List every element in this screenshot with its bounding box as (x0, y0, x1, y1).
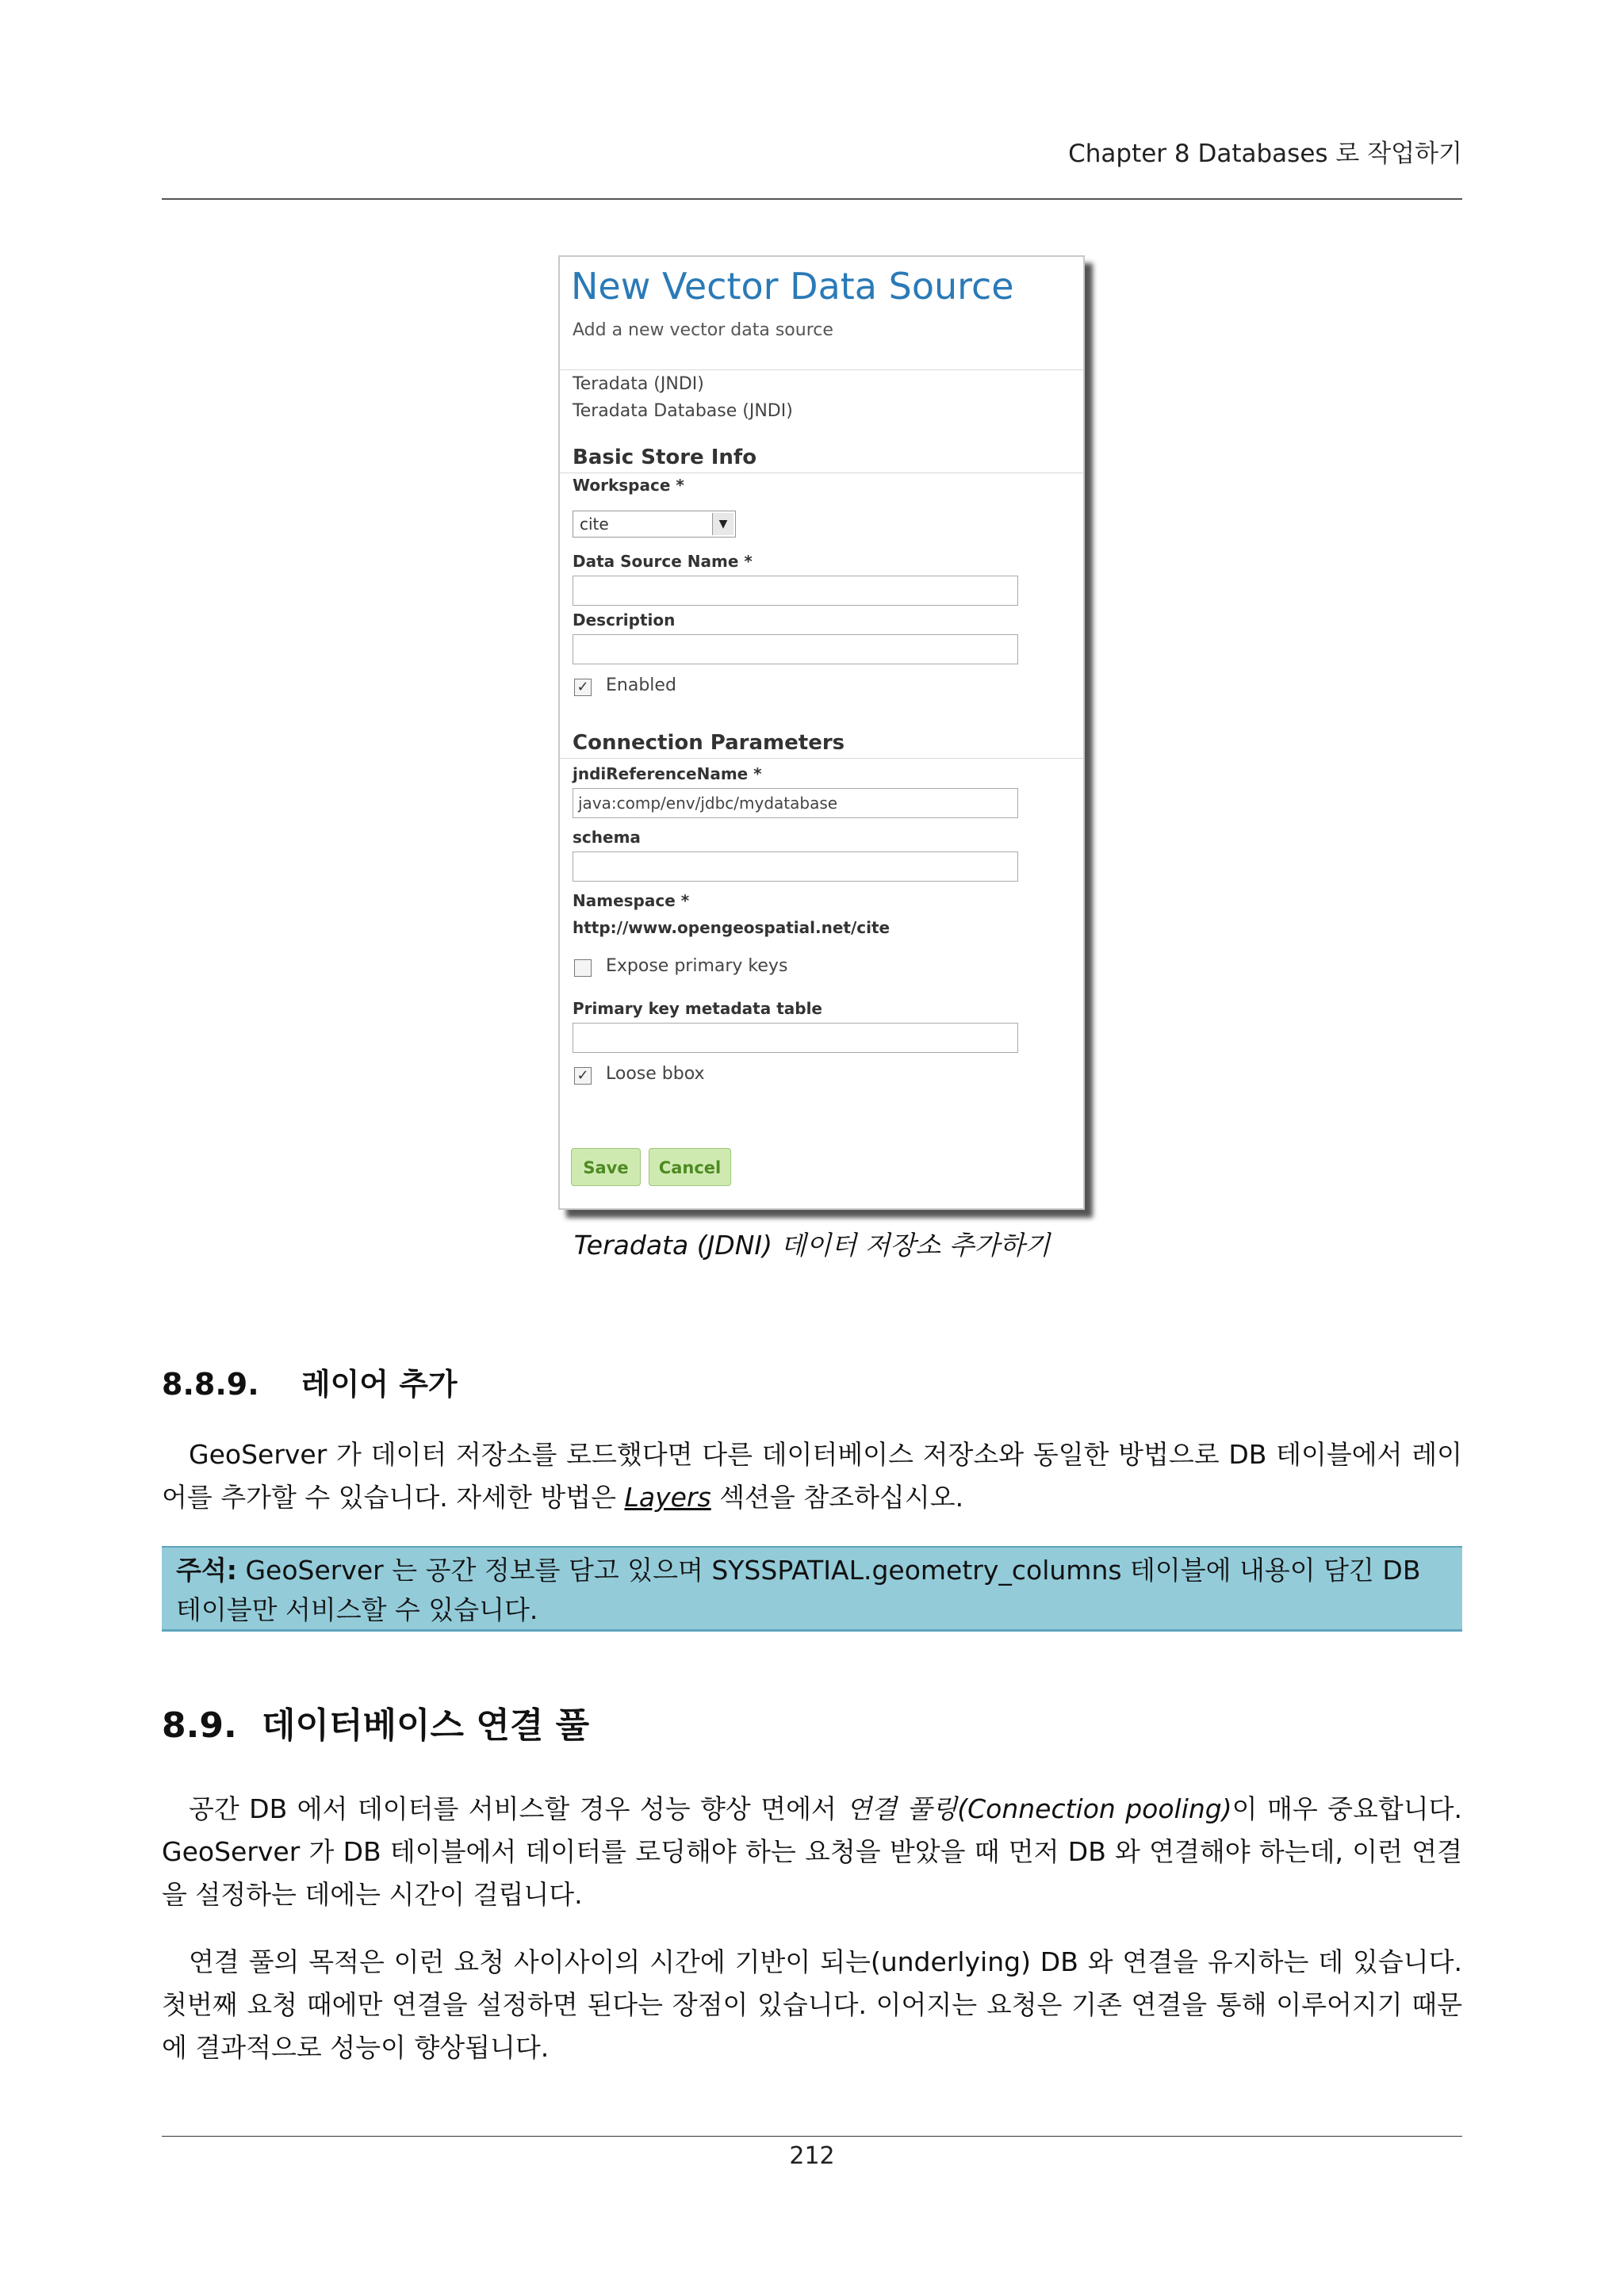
caption-korean: 데이터 저장소 추가하기 (780, 1230, 1051, 1261)
paragraph-text: 섹션을 참조하십시오. (710, 1482, 964, 1513)
section-title: 데이터베이스 연결 풀 (262, 1705, 590, 1746)
namespace-value: http://www.opengeospatial.net/cite (573, 918, 891, 937)
enabled-label: Enabled (606, 675, 676, 695)
section-89-heading (162, 1697, 589, 1747)
expose-primary-keys-checkbox[interactable] (574, 959, 592, 977)
divider (560, 369, 1083, 370)
jndi-reference-name-input[interactable]: java:comp/env/jdbc/mydatabase (573, 788, 1018, 818)
vector-data-source-figure (558, 255, 1085, 1210)
section-89-paragraph-2: 연결 풀의 목적은 이런 요청 사이사이의 시간에 기반이 되는(underlying) DB 와 연결을 유지하는 데 있습니다. 첫번째 요청 때에만 연결을 설정하면 된다는 장점이 있습니다. 이어지는 요청은 기존 연결을 통해 이루어지기 때문에 결과적으로 성능이 향상됩니다. (162, 1946, 1462, 2063)
note-text: GeoServer 는 공간 정보를 담고 있으며 SYSSPATIAL.geometry_columns 테이블에 내용이 담긴 DB 테이블만 서비스할 수 있습니다. (176, 1555, 1421, 1625)
section-889-paragraph (162, 1433, 1462, 1519)
primary-key-table-label: Primary key metadata table (573, 999, 822, 1018)
enabled-checkbox[interactable]: ✓ (574, 679, 592, 696)
data-source-name-label: Data Source Name * (573, 552, 753, 571)
dropdown-arrow-icon: ▼ (712, 513, 733, 535)
section-889-heading (162, 1360, 458, 1403)
workspace-label: Workspace * (573, 476, 684, 495)
data-source-name-input[interactable] (573, 576, 1018, 606)
cancel-button[interactable]: Cancel (649, 1148, 731, 1186)
workspace-select[interactable] (573, 511, 736, 538)
primary-key-table-input[interactable] (573, 1023, 1018, 1053)
section-number: 8.8.9. (162, 1367, 259, 1402)
note-box (162, 1546, 1462, 1632)
schema-input[interactable] (573, 851, 1018, 882)
section-number: 8.9. (162, 1705, 237, 1746)
connection-pooling-term: 연결 풀링(Connection pooling) (846, 1793, 1232, 1824)
section-89-paragraph-1 (162, 1788, 1462, 1916)
source-description: Teradata Database (JNDI) (573, 401, 793, 421)
divider (560, 758, 1083, 759)
page-number: 212 (789, 2142, 835, 2170)
header-rule (162, 198, 1462, 200)
save-button[interactable]: Save (571, 1148, 641, 1186)
schema-label: schema (573, 828, 641, 847)
connection-parameters-heading: Connection Parameters (573, 731, 845, 755)
section-title: 레이어 추가 (301, 1367, 458, 1402)
figure-caption (0, 1225, 1624, 1262)
source-type: Teradata (JNDI) (573, 374, 704, 394)
caption-english: Teradata (JDNI) (573, 1230, 773, 1261)
paragraph-text: 이 매우 중요합니다. GeoServer 가 DB 테이블에서 데이터를 로딩해야 하는 요청을 받았을 때 먼저 DB 와 연결해야 하는데, 이런 연결을 설정하는 데에는 시간이 걸립니다. (162, 1793, 1462, 1910)
description-input[interactable] (573, 634, 1018, 664)
layers-link[interactable]: Layers (624, 1482, 711, 1513)
note-label: 주석: (176, 1555, 237, 1586)
loose-bbox-label: Loose bbox (606, 1064, 705, 1084)
workspace-value: cite (580, 515, 609, 534)
figure-subtitle: Add a new vector data source (573, 320, 833, 340)
namespace-label: Namespace * (573, 891, 690, 910)
paragraph-text: 공간 DB 에서 데이터를 서비스할 경우 성능 향상 면에서 (189, 1793, 847, 1824)
description-label: Description (573, 610, 676, 629)
figure-title: New Vector Data Source (571, 265, 1014, 308)
footer-rule (162, 2136, 1462, 2137)
paragraph-text: GeoServer 가 데이터 저장소를 로드했다면 다른 데이터베이스 저장소와 동일한 방법으로 DB 테이블에서 레이어를 추가할 수 있습니다. 자세한 방법은 (162, 1439, 1462, 1513)
expose-primary-keys-label: Expose primary keys (606, 956, 788, 976)
jndi-reference-name-label: jndiReferenceName * (573, 764, 762, 783)
chapter-header: Chapter 8 Databases 로 작업하기 (1068, 140, 1462, 168)
loose-bbox-checkbox[interactable]: ✓ (574, 1067, 592, 1085)
basic-store-info-heading: Basic Store Info (573, 446, 757, 469)
